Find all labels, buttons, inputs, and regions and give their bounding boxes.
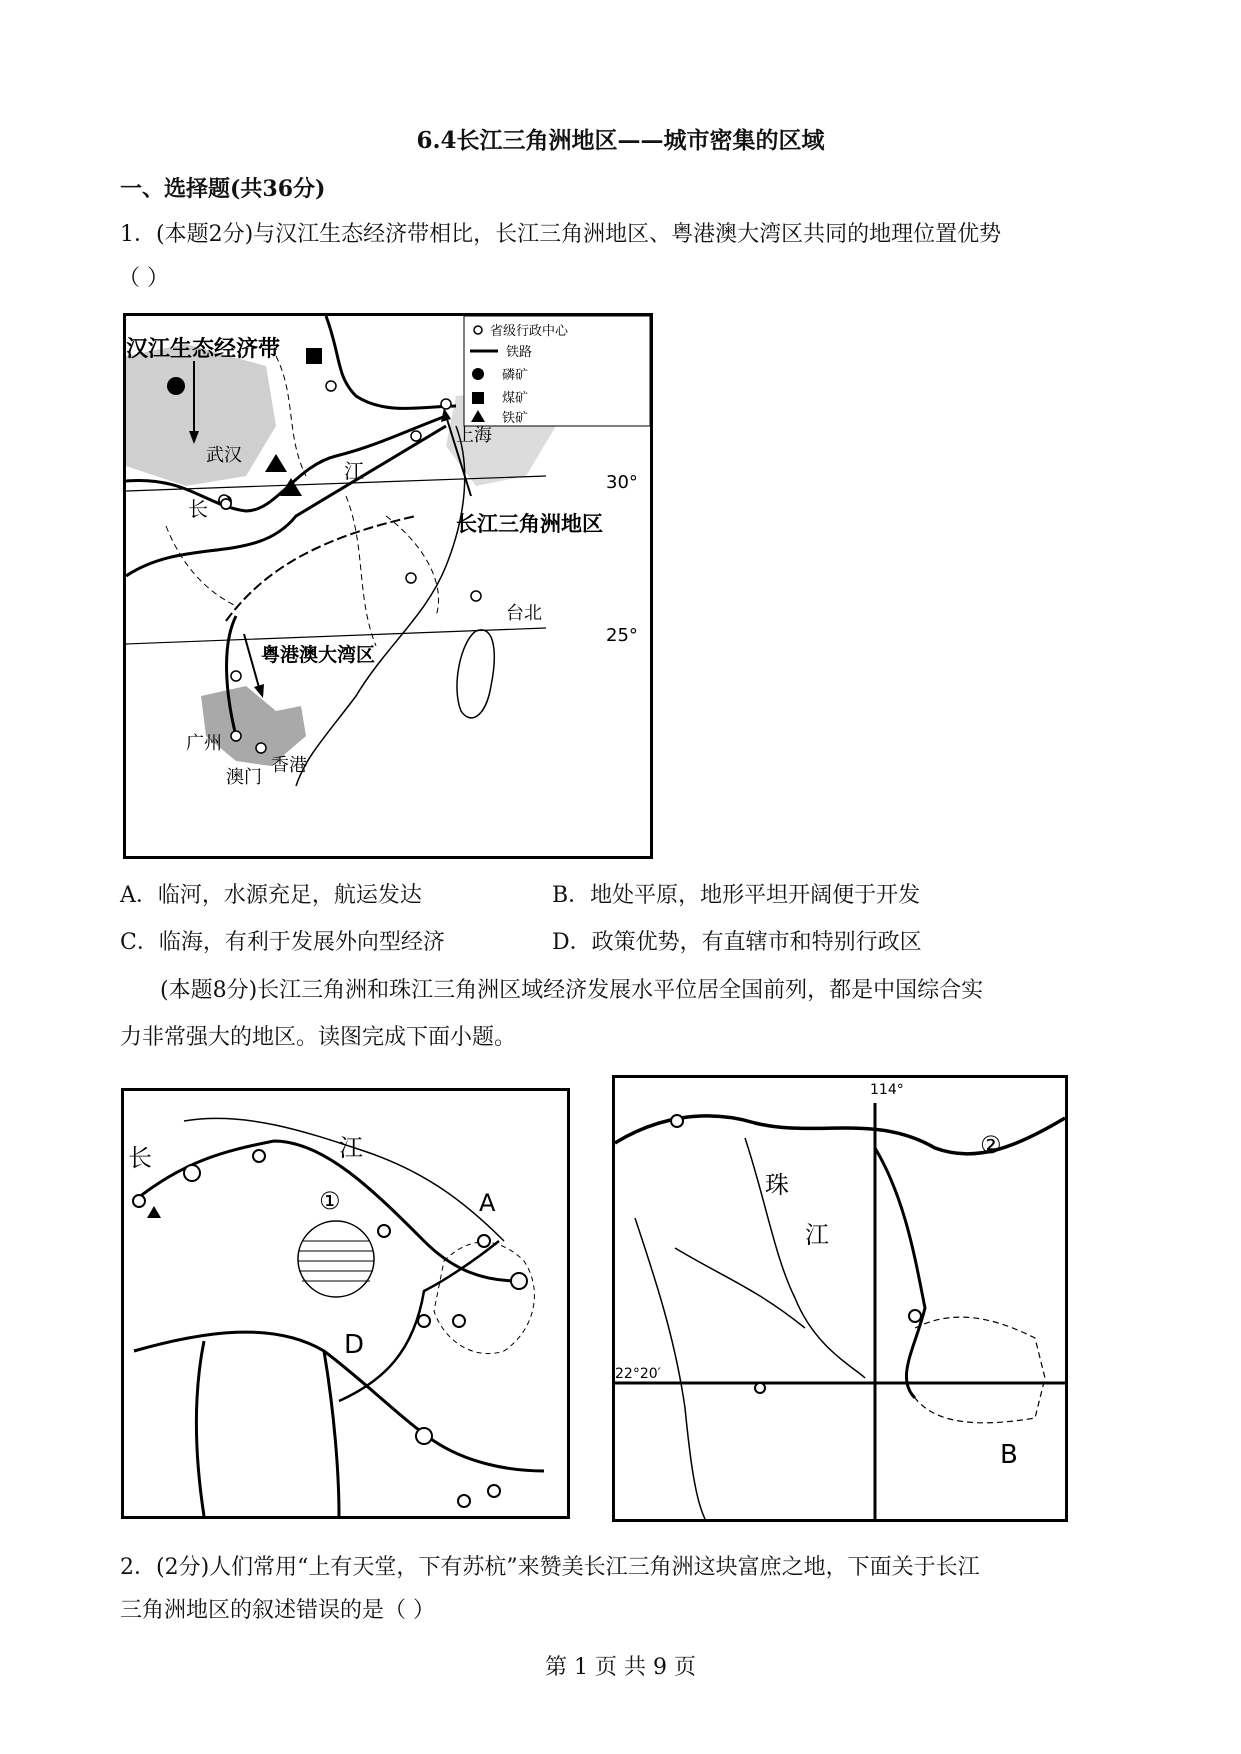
legend-iron-label: 铁矿: [502, 411, 529, 426]
marker-one: ①: [319, 1187, 341, 1215]
label-lat2220: 22°20′: [615, 1366, 661, 1382]
label-jiang: 江: [339, 1134, 363, 1162]
label-lat30: 30°: [606, 472, 638, 493]
marker-a: A: [479, 1189, 496, 1217]
question-2-line-2: 三角洲地区的叙述错误的是（ ）: [120, 1598, 435, 1623]
map-yangtze-delta-svg: [124, 1091, 567, 1516]
legend-phosphate-label: 磷矿: [502, 368, 529, 383]
taiwan-island: [457, 630, 494, 718]
label-taibei: 台北: [506, 603, 542, 624]
marker-b: B: [1000, 1440, 1018, 1470]
option-c[interactable]: C．临海，有利于发展外向型经济: [120, 930, 445, 955]
legend-railway-label: 铁路: [506, 345, 533, 360]
map-china-regions-svg: [126, 316, 650, 856]
label-lon114: 114°: [870, 1082, 904, 1098]
section-heading: 一、选择题(共36分): [120, 176, 326, 202]
label-yrd: 长江三角洲地区: [456, 512, 603, 536]
marker-d: D: [344, 1330, 365, 1360]
question-2-line-1: 2．(2分)人们常用“上有天堂，下有苏杭”来赞美长江三角洲这块富庶之地，下面关于长江: [120, 1555, 980, 1580]
hatched-area: [298, 1221, 374, 1297]
map-pearl-delta: [612, 1075, 1068, 1522]
marker-two: ②: [980, 1131, 1002, 1159]
latitude-25: [126, 628, 546, 644]
map-pearl-delta-svg: [615, 1078, 1065, 1519]
hanjiang-region: [126, 344, 276, 486]
label-wuhan: 武汉: [206, 445, 242, 466]
label-jiang: 江: [344, 459, 364, 483]
label-chang: 长: [188, 497, 208, 521]
label-chang: 长: [128, 1144, 152, 1172]
question-1-text: 1．(本题2分)与汉江生态经济带相比，长江三角洲地区、粤港澳大湾区共同的地理位置优势: [120, 222, 1002, 247]
map-yangtze-delta: [121, 1088, 570, 1519]
map-china-regions: [123, 313, 653, 859]
legend-coal-label: 煤矿: [502, 391, 529, 406]
document-title: 6.4长江三角洲地区——城市密集的区域: [416, 127, 825, 154]
label-xianggang: 香港: [271, 755, 307, 776]
coal-mine-icon: [306, 348, 322, 364]
question-1-bracket: （ ）: [118, 266, 169, 291]
label-jiang: 江: [805, 1221, 829, 1249]
intro-line-1: (本题8分)长江三角洲和珠江三角洲区域经济发展水平位居全国前列，都是中国综合实: [160, 978, 984, 1003]
label-gba: 粤港澳大湾区: [261, 644, 376, 666]
label-zhu: 珠: [765, 1171, 789, 1199]
gba-region: [201, 686, 306, 766]
page-footer: 第 1 页 共 9 页: [545, 1655, 696, 1680]
legend-capital-label: 省级行政中心: [490, 324, 569, 339]
option-b[interactable]: B．地处平原，地形平坦开阔便于开发: [552, 883, 921, 908]
option-d[interactable]: D．政策优势，有直辖市和特别行政区: [552, 930, 922, 955]
label-hanjiang: 汉江生态经济带: [126, 337, 281, 362]
label-shanghai: 上海: [456, 425, 492, 446]
label-aomen: 澳门: [226, 767, 262, 788]
phosphate-mine-icon: [167, 377, 185, 395]
iron-mine-icon: [265, 454, 287, 472]
label-lat25: 25°: [606, 625, 638, 646]
iron-mine-icon: [280, 478, 302, 496]
label-guangzhou: 广州: [186, 733, 222, 754]
option-a[interactable]: A．临河，水源充足，航运发达: [120, 883, 422, 908]
intro-line-2: 力非常强大的地区。读图完成下面小题。: [120, 1025, 517, 1050]
